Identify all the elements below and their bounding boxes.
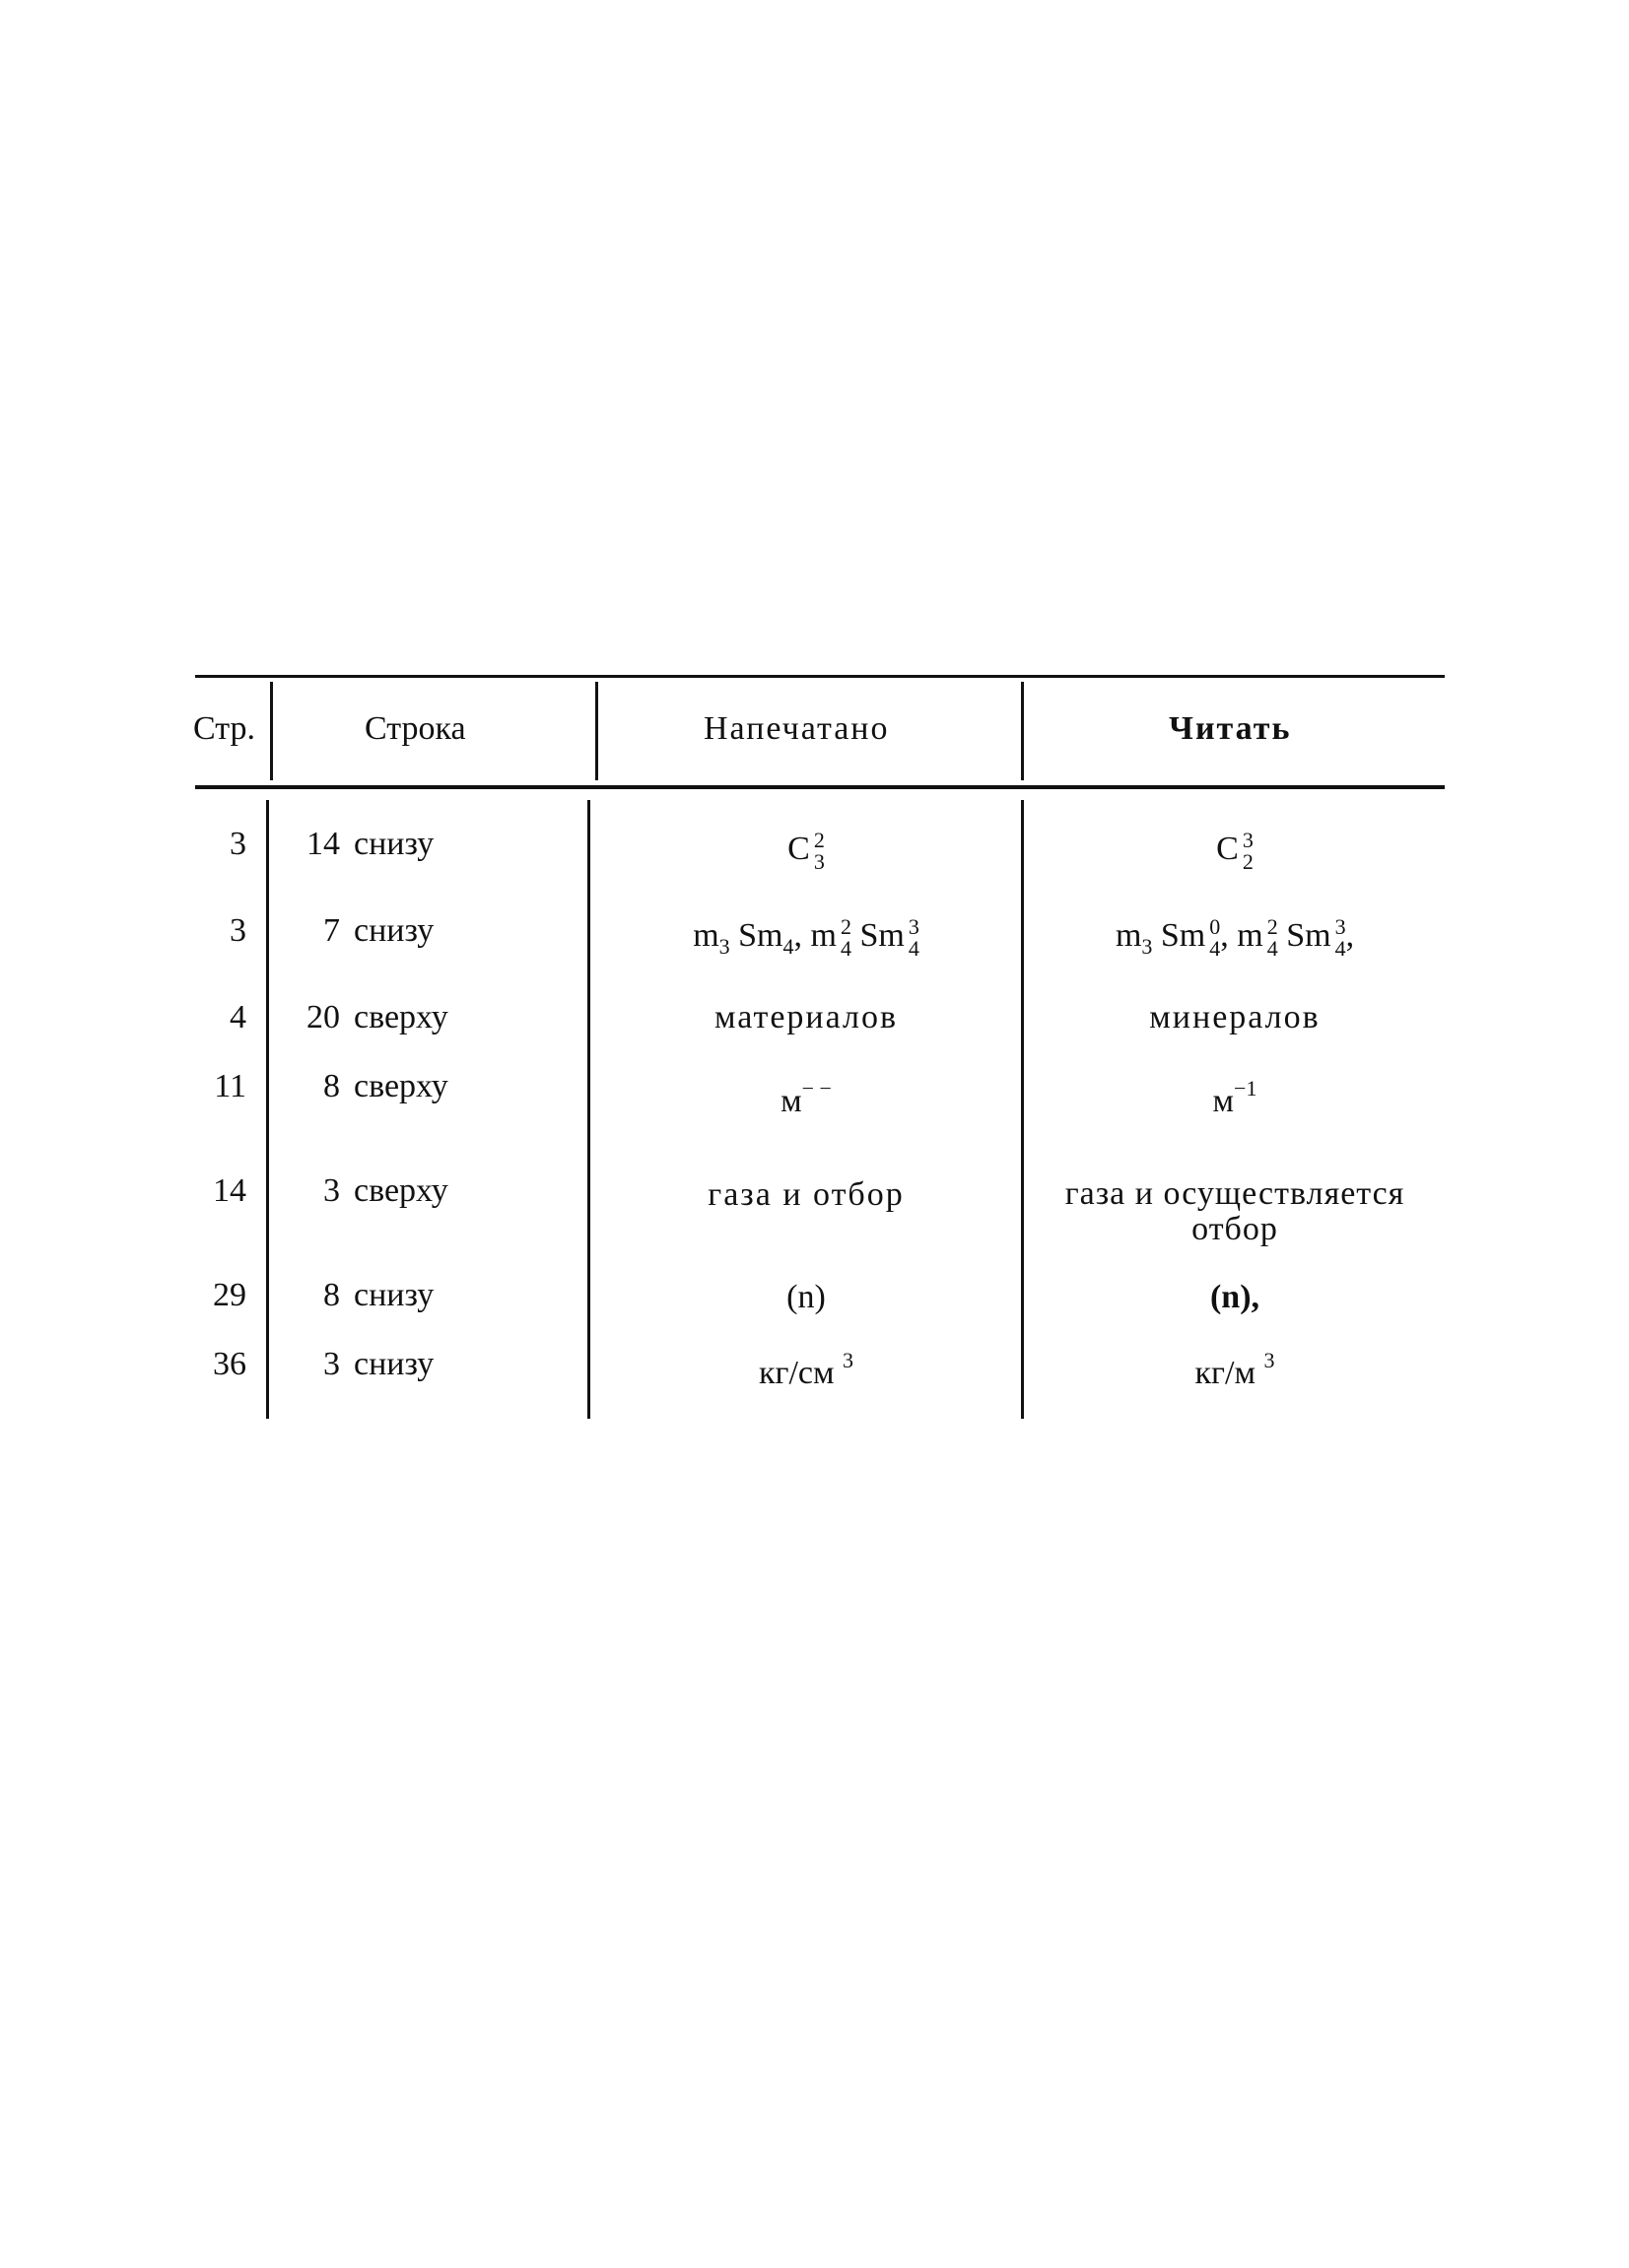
line-number: 8	[323, 1277, 340, 1313]
line-direction: сверху	[354, 1172, 448, 1209]
formula-base: C	[1216, 830, 1239, 867]
row-page: 14	[213, 1172, 246, 1209]
row-read: $m_3$ Sm 0 4 , m 2 4 Sm 3 4 ,	[1115, 914, 1355, 961]
row-printed: газа и отбор	[708, 1176, 905, 1213]
row-read: минералов	[1149, 999, 1321, 1035]
row-line	[301, 1279, 567, 1312]
header-bottom-rule	[195, 785, 1445, 789]
header-page: Стр.	[193, 710, 256, 747]
row-printed: $m_3$ $Sm_4$, m 2 4 Sm 3 4	[693, 914, 919, 961]
line-number: 20	[306, 999, 340, 1035]
header-line: Строка	[365, 710, 466, 747]
line-number: 14	[306, 826, 340, 862]
formula-base: C	[787, 830, 810, 867]
row-printed: м− −	[781, 1076, 832, 1119]
line-direction: сверху	[354, 1068, 448, 1104]
row-read: кг/м $^3$	[1194, 1348, 1275, 1391]
row-page: 36	[213, 1346, 246, 1382]
row-page: 4	[230, 999, 246, 1035]
row-printed	[589, 830, 1023, 873]
line-direction: снизу	[354, 1346, 435, 1382]
header-read: Читать	[1169, 710, 1292, 747]
body-divider-1	[266, 800, 269, 1419]
row-page: 29	[213, 1277, 246, 1313]
header-printed: Напечатано	[704, 710, 890, 747]
line-number: 8	[323, 1068, 340, 1104]
row-read	[1023, 830, 1447, 873]
formula-indices: 3 2	[1242, 828, 1254, 874]
row-printed: кг/см $^3$	[758, 1348, 854, 1391]
row-line	[301, 1348, 567, 1381]
row-line	[301, 828, 567, 861]
row-read: газа и осуществляется отбор	[1064, 1175, 1405, 1247]
line-number: 7	[323, 912, 340, 949]
row-read: (n),	[1209, 1279, 1260, 1315]
line-direction: снизу	[354, 912, 435, 949]
line-direction: снизу	[354, 1277, 435, 1313]
row-printed: (n)	[786, 1279, 826, 1315]
row-read: $м^{-1}$	[1212, 1076, 1257, 1119]
row-line	[301, 1001, 567, 1034]
line-number: 3	[323, 1172, 340, 1209]
row-line	[301, 914, 567, 948]
line-direction: снизу	[354, 826, 435, 862]
line-number: 3	[323, 1346, 340, 1382]
row-page: 3	[230, 826, 246, 862]
formula-indices: 2 3	[813, 828, 825, 874]
header-divider-1	[270, 682, 273, 780]
row-page: 11	[214, 1068, 246, 1104]
row-line	[301, 1070, 567, 1103]
table-top-rule	[195, 675, 1445, 678]
row-line	[301, 1174, 567, 1208]
row-printed: материалов	[713, 999, 899, 1035]
row-page: 3	[230, 912, 246, 949]
header-divider-2	[595, 682, 598, 780]
line-direction: сверху	[354, 999, 448, 1035]
header-divider-3	[1021, 682, 1024, 780]
